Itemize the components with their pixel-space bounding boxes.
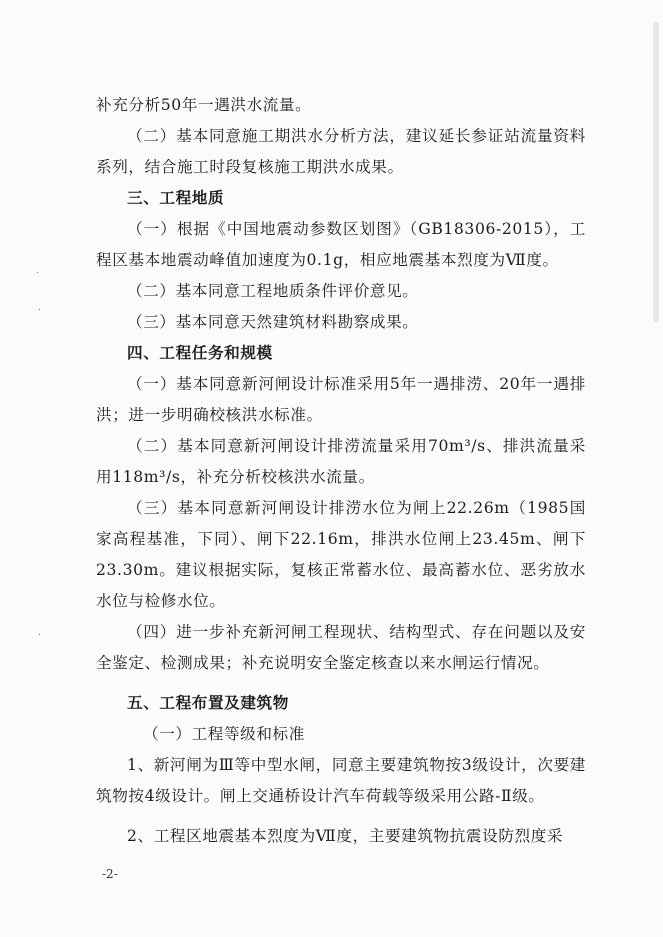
scan-speck: · xyxy=(36,268,40,279)
paragraph: （三）基本同意天然建筑材料勘察成果。 xyxy=(127,313,419,331)
paragraph: （四）进一步补充新河闸工程现状、结构型式、存在问题以及安全鉴定、检测成果；补充说明安全鉴定核查以来水闸运行情况。 xyxy=(96,623,586,672)
paragraph: （二）基本同意工程地质条件评价意见。 xyxy=(127,282,419,300)
section-heading: 五、工程布置及建筑物 xyxy=(127,694,289,712)
page-number: -2- xyxy=(102,867,118,881)
section-heading: 四、工程任务和规模 xyxy=(127,344,273,362)
scrollbar[interactable] xyxy=(653,22,659,322)
subsection-heading: （一）工程等级和标准 xyxy=(143,725,305,743)
paragraph: （二）基本同意新河闸设计排涝流量采用70m³/s、排洪流量采用118m³/s，补充分析校核洪水流量。 xyxy=(96,437,586,486)
section-heading: 三、工程地质 xyxy=(127,189,225,207)
paragraph: （一）基本同意新河闸设计标准采用5年一遇排涝、20年一遇排洪；进一步明确校核洪水标准。 xyxy=(96,375,586,424)
paragraph: 1、新河闸为Ⅲ等中型水闸，同意主要建筑物按3级设计，次要建筑物按4级设计。闸上交通桥设计汽车荷载等级采用公路-Ⅱ级。 xyxy=(96,756,586,805)
scan-speck: · xyxy=(38,305,42,316)
scan-speck: · xyxy=(38,630,42,641)
document-body xyxy=(96,90,586,852)
paragraph: （一）根据《中国地震动参数区划图》（GB18306-2015），工程区基本地震动峰值加速度为0.1g，相应地震基本烈度为Ⅶ度。 xyxy=(96,220,586,269)
paragraph: 补充分析50年一遇洪水流量。 xyxy=(96,96,312,114)
paragraph: （二）基本同意施工期洪水分析方法，建议延长参证站流量资料系列，结合施工时段复核施工期洪水成果。 xyxy=(96,127,586,176)
paragraph: （三）基本同意新河闸设计排涝水位为闸上22.26m（1985国家高程基准，下同）、闸下22.16m，排洪水位闸上23.45m、闸下23.30m。建议根据实际，复核正常蓄水位、最高蓄水位、恶劣放水水位与检修水位。 xyxy=(96,499,586,610)
paragraph: 2、工程区地震基本烈度为Ⅶ度，主要建筑物抗震设防烈度采 xyxy=(127,827,564,845)
